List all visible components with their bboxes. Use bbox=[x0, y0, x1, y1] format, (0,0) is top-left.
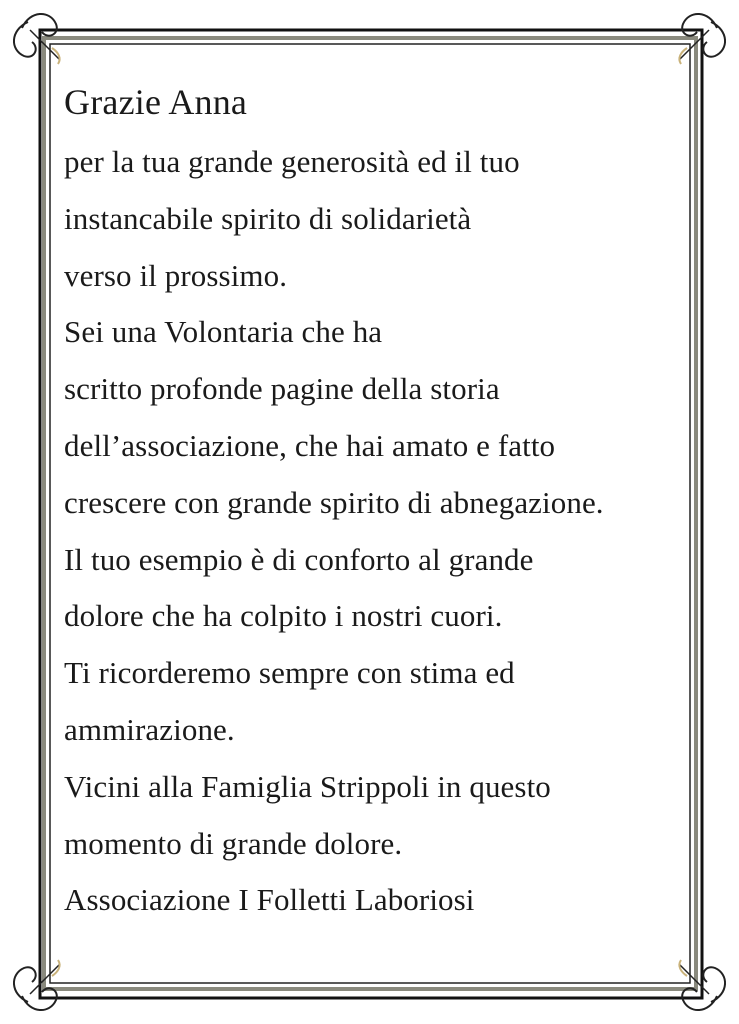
message-line: Ti ricorderemo sempre con stima ed bbox=[64, 655, 515, 691]
corner-ornament-bottom-left bbox=[14, 960, 60, 1010]
message-line: crescere con grande spirito di abnegazione. bbox=[64, 484, 604, 520]
message-line: Sei una Volontaria che ha bbox=[64, 314, 383, 350]
message-line: dell’associazione, che hai amato e fatto bbox=[64, 427, 556, 463]
message-line: Vicini alla Famiglia Strippoli in questo bbox=[64, 768, 551, 804]
card-title: Grazie Anna bbox=[64, 82, 248, 122]
message-line: ammirazione. bbox=[64, 711, 235, 747]
signature-line: Associazione I Folletti Laboriosi bbox=[64, 882, 475, 918]
message-line: instancabile spirito di solidarietà bbox=[64, 200, 472, 236]
message-line: Il tuo esempio è di conforto al grande bbox=[64, 541, 534, 577]
message-line: dolore che ha colpito i nostri cuori. bbox=[64, 598, 503, 634]
message-line: scritto profonde pagine della storia bbox=[64, 371, 500, 407]
message-body bbox=[64, 78, 684, 929]
message-line: per la tua grande generosità ed il tuo bbox=[64, 144, 520, 179]
message-lines bbox=[64, 134, 684, 929]
message-line: verso il prossimo. bbox=[64, 257, 288, 293]
message-line: momento di grande dolore. bbox=[64, 825, 403, 861]
